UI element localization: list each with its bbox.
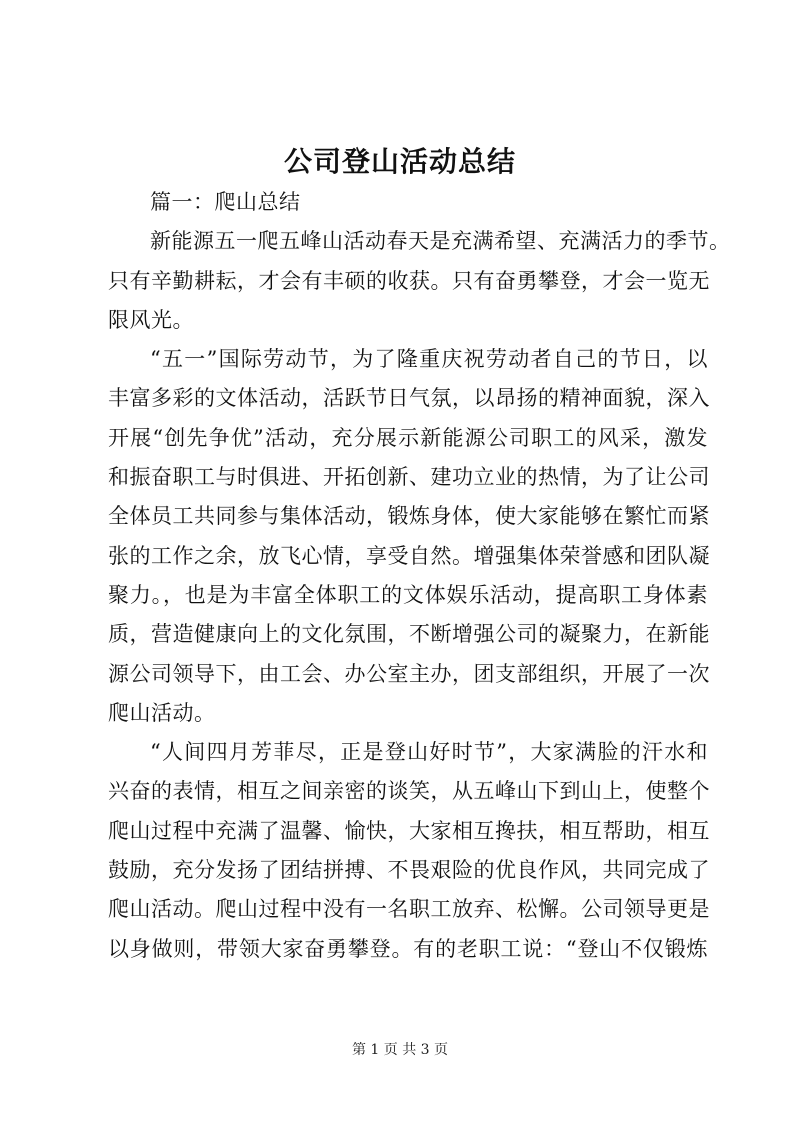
text-line: 兴奋的表情，相互之间亲密的谈笑，从五峰山下到山上，使整个 [108,779,710,804]
text-line: 爬山活动。爬山过程中没有一名职工放弃、松懈。公司领导更是 [108,897,710,922]
text-line: 爬山过程中充满了温馨、愉快，大家相互搀扶，相互帮助，相互 [108,818,710,843]
text-line: 只有辛勤耕耘，才会有丰硕的收获。只有奋勇攀登，才会一览无 [108,268,710,293]
text-line: 新能源五一爬五峰山活动春天是充满希望、充满活力的季节。 [150,229,731,254]
text-line: 以身做则，带领大家奋勇攀登。有的老职工说：“登山不仅锻炼 [108,936,708,961]
page-footer: 第 1 页 共 3 页 [351,1042,449,1058]
text-line: 质，营造健康向上的文化氛围，不断增强公司的凝聚力，在新能 [108,622,710,647]
text-line: 爬山活动。 [108,700,216,725]
text-line: 聚力。，也是为丰富全体职工的文体娱乐活动，提高职工身体素 [108,582,708,607]
text-line: 鼓励，充分发扬了团结拼搏、不畏艰险的优良作风，共同完成了 [108,858,710,883]
document-body [108,183,731,969]
text-line: “人间四月芳菲尽，正是登山好时节”，大家满脸的汗水和 [150,740,708,765]
text-line: 开展“创先争优”活动，充分展示新能源公司职工的风采，激发 [108,425,708,450]
text-line: 篇一：爬山总结 [150,190,301,214]
text-line: 全体员工共同参与集体活动，锻炼身体，使大家能够在繁忙而紧 [108,504,710,529]
document-title: 公司登山活动总结 [283,145,516,178]
text-line: 限风光。 [108,307,194,332]
text-line: 丰富多彩的文体活动，活跃节日气氛，以昂扬的精神面貌，深入 [108,386,710,411]
text-line: 和振奋职工与时俱进、开拓创新、建功立业的热情，为了让公司 [108,465,710,490]
text-line: 张的工作之余，放飞心情，享受自然。增强集体荣誉感和团队凝 [108,543,710,568]
text-line: “五一”国际劳动节，为了隆重庆祝劳动者自己的节日，以 [150,347,708,372]
text-line: 源公司领导下，由工会、办公室主办，团支部组织，开展了一次 [108,661,710,686]
